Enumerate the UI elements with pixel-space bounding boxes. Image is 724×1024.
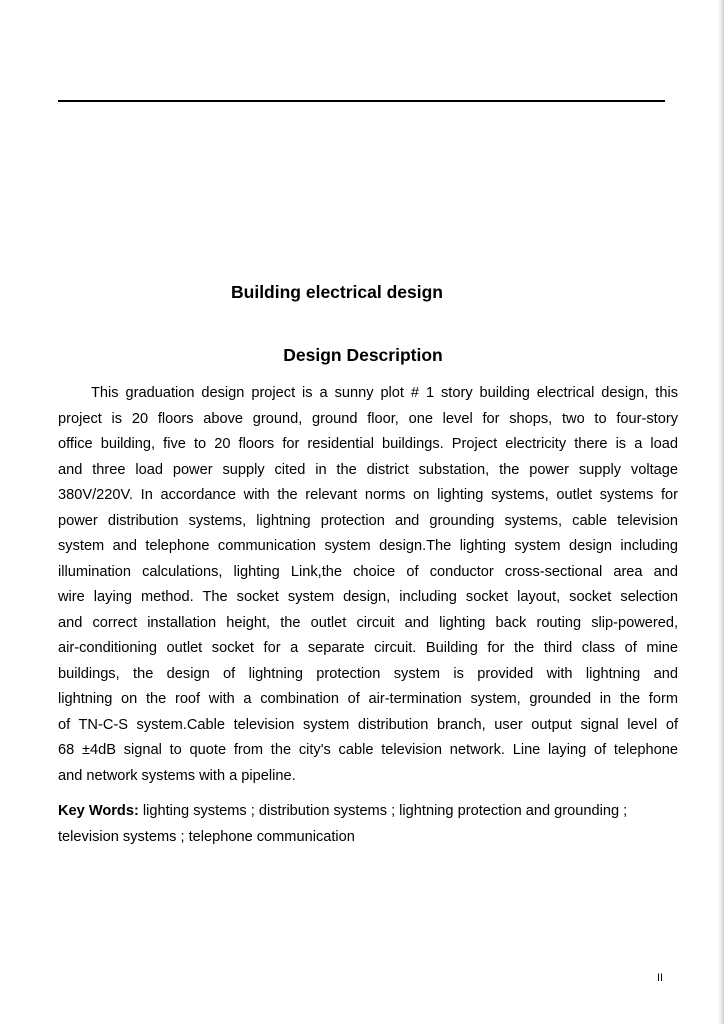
keywords-block bbox=[58, 799, 678, 850]
keywords-label: Key Words: bbox=[58, 803, 139, 819]
document-title: Building electrical design bbox=[231, 282, 443, 302]
abstract-line: of TN-C-S system.Cable television system distribution branch, user output signal level of bbox=[58, 716, 678, 733]
abstract-line: and network systems with a pipeline. bbox=[58, 767, 296, 784]
abstract-line: 68 ±4dB signal to quote from the city's cable television network. Line laying of telephone bbox=[58, 742, 678, 758]
header-rule bbox=[58, 100, 665, 102]
page-number: II bbox=[656, 972, 664, 984]
abstract-line: project is 20 floors above ground, ground floor, one level for shops, two to four-story bbox=[58, 410, 678, 427]
abstract-line: and three load power supply cited in the district substation, the power supply voltage bbox=[58, 461, 678, 478]
page-edge-shadow bbox=[718, 0, 724, 1024]
abstract-line: wire laying method. The socket system design, including socket layout, socket selection bbox=[58, 589, 678, 605]
abstract-paragraph bbox=[58, 381, 678, 789]
abstract-line: air-conditioning outlet socket for a separate circuit. Building for the third class of mine bbox=[58, 640, 678, 656]
keywords-line-2: television systems ; telephone communication bbox=[58, 828, 355, 845]
keywords-line-1 bbox=[58, 799, 678, 825]
abstract-line: illumination calculations, lighting Link,the choice of conductor cross-sectional area and bbox=[58, 563, 678, 580]
abstract-line: office building, five to 20 floors for residential buildings. Project electricity there is a load bbox=[58, 436, 678, 452]
abstract-line: lightning on the roof with a combination of air-termination system, grounded in the form bbox=[58, 691, 678, 707]
abstract-line: This graduation design project is a sunny plot # 1 story building electrical design, this bbox=[91, 385, 678, 401]
abstract-line: system and telephone communication system design.The lighting system design including bbox=[58, 538, 678, 554]
keywords-text: lighting systems ; distribution systems ; lightning protection and grounding ; bbox=[142, 803, 628, 819]
abstract-line: and correct installation height, the outlet circuit and lighting back routing slip-powered, bbox=[58, 614, 678, 631]
abstract-line: buildings, the design of lightning protection system is provided with lightning and bbox=[58, 665, 678, 682]
abstract-line: 380V/220V. In accordance with the relevant norms on lighting systems, outlet systems for bbox=[58, 487, 678, 503]
section-heading: Design Description bbox=[283, 345, 443, 365]
abstract-line: power distribution systems, lightning protection and grounding systems, cable television bbox=[58, 512, 678, 529]
